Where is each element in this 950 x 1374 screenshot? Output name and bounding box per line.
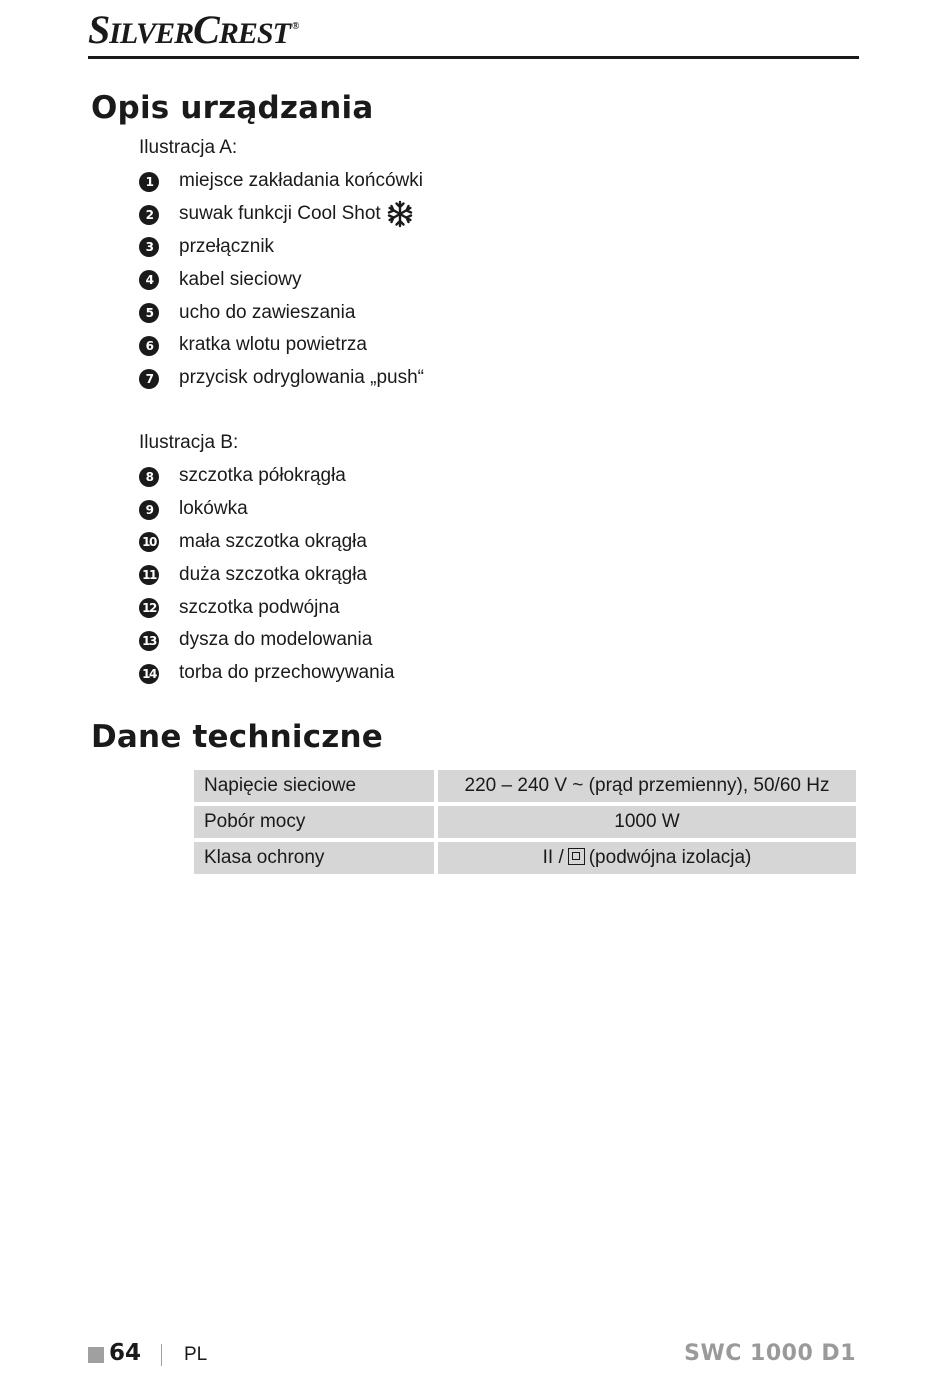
section-title-description: Opis urządzania	[91, 90, 374, 126]
illustration-a-heading: Ilustracja A:	[139, 137, 238, 158]
model-number: SWC 1000 D1	[684, 1341, 856, 1366]
item-label: szczotka podwójna	[179, 596, 340, 618]
item-label: mała szczotka okrągła	[179, 530, 367, 552]
spec-value: 220 – 240 V ~ (prąd przemienny), 50/60 Hz	[438, 770, 856, 806]
item-number: 8	[139, 467, 159, 487]
spec-key: Napięcie sieciowe	[194, 770, 438, 806]
footer-divider	[161, 1344, 162, 1366]
list-item	[139, 165, 424, 198]
table-row	[194, 806, 856, 842]
list-item	[139, 329, 424, 362]
list-item	[139, 296, 424, 329]
spec-key: Pobór mocy	[194, 806, 438, 842]
page-number: 64	[109, 1340, 142, 1366]
list-item	[139, 591, 394, 624]
item-number: 10	[139, 532, 159, 552]
spec-value: 1000 W	[438, 806, 856, 842]
item-label: przełącznik	[179, 235, 275, 257]
list-item	[139, 624, 394, 657]
item-label: przycisk odryglowania „push“	[179, 367, 424, 389]
item-label: suwak funkcji Cool Shot	[179, 203, 381, 225]
item-label: kratka wlotu powietrza	[179, 334, 367, 356]
snowflake-icon	[386, 200, 414, 228]
illustration-b-heading: Ilustracja B:	[139, 432, 239, 453]
spec-value-prefix: II /	[542, 847, 564, 868]
item-label: lokówka	[179, 498, 248, 520]
item-number: 9	[139, 500, 159, 520]
item-label: ucho do zawieszania	[179, 301, 356, 323]
list-item	[139, 493, 394, 526]
spec-key: Klasa ochrony	[194, 842, 438, 878]
item-number: 12	[139, 598, 159, 618]
item-number: 13	[139, 631, 159, 651]
list-item	[139, 657, 394, 690]
language-code: PL	[184, 1344, 208, 1365]
list-item	[139, 558, 394, 591]
list-item	[139, 231, 424, 264]
brand-logo: SILVERCREST ®	[88, 7, 299, 52]
page-marker-square	[88, 1347, 104, 1363]
item-label: duża szczotka okrągła	[179, 563, 367, 585]
item-number: 5	[139, 303, 159, 323]
item-number: 4	[139, 270, 159, 290]
spec-value-suffix: (podwójna izolacja)	[588, 847, 752, 868]
item-number: 1	[139, 172, 159, 192]
item-label: dysza do modelowania	[179, 629, 373, 651]
item-number: 3	[139, 237, 159, 257]
list-item	[139, 526, 394, 559]
item-label: kabel sieciowy	[179, 268, 302, 290]
item-number: 2	[139, 205, 159, 225]
item-label: torba do przechowywania	[179, 662, 395, 684]
item-label: miejsce zakładania końcówki	[179, 170, 423, 192]
double-insulation-icon	[568, 848, 585, 865]
item-label: szczotka półokrągła	[179, 465, 346, 487]
table-row	[194, 842, 856, 878]
specs-table	[194, 770, 856, 878]
table-row	[194, 770, 856, 806]
list-item	[139, 198, 424, 231]
list-item	[139, 460, 394, 493]
list-item	[139, 362, 424, 395]
item-number: 14	[139, 664, 159, 684]
item-number: 7	[139, 369, 159, 389]
item-number: 6	[139, 336, 159, 356]
spec-value	[438, 842, 856, 878]
illustration-b-list	[139, 460, 394, 690]
illustration-a-list	[139, 165, 424, 395]
page-footer	[88, 1340, 856, 1370]
header-rule	[88, 56, 859, 59]
section-title-specs: Dane techniczne	[91, 719, 384, 755]
item-number: 11	[139, 565, 159, 585]
list-item	[139, 263, 424, 296]
